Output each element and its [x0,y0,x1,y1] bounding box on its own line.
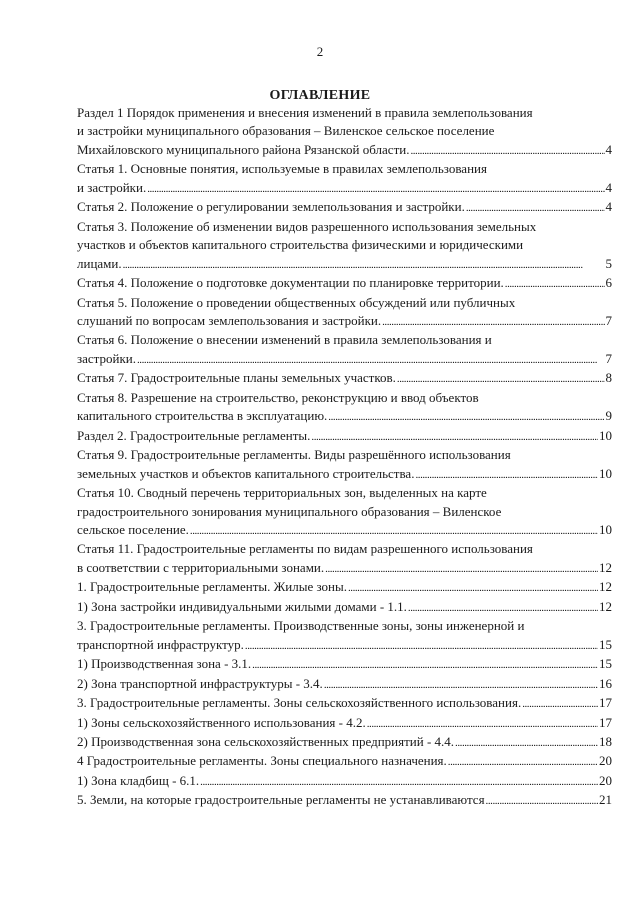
dot-leader [325,559,598,578]
toc-entry[interactable] [77,198,612,217]
toc-entry-line: градостроительного зонирования муниципального образования – Виленское [77,503,502,519]
toc-page-number: 15 [599,656,612,672]
toc-entry-title: 1) Зоны сельскохозяйственного использования - 4.2. [77,714,366,730]
toc-entry-title: 1) Зона застройки индивидуальными жилыми домами - 1.1. [77,598,407,614]
dot-leader [252,655,598,674]
toc-entry-final-line [77,655,612,674]
toc-page-number: 17 [599,714,612,730]
toc-page-number: 12 [599,579,612,595]
toc-page-number: 9 [605,408,612,424]
toc-page-number: 18 [599,733,612,749]
dot-leader [382,312,604,331]
table-of-contents [77,104,612,811]
toc-page-number: 4 [605,141,612,157]
toc-entry-final-line [77,521,612,540]
toc-entry[interactable] [77,389,612,427]
toc-entry[interactable] [77,617,612,655]
dot-leader [410,141,604,160]
toc-entry[interactable] [77,791,612,810]
toc-page-number: 15 [599,636,612,652]
toc-entry-title: 2) Зона транспортной инфраструктуры - 3.4. [77,675,323,691]
dot-leader [466,198,605,217]
dot-leader [147,179,604,198]
toc-entry[interactable] [77,104,612,160]
toc-entry-title: сельское поселение. [77,521,189,537]
toc-entry-final-line [77,636,612,655]
toc-entry-final-line [77,179,612,198]
toc-entry-line: Раздел 1 Порядок применения и внесения изменений в правила землепользования [77,105,533,120]
toc-entry[interactable] [77,540,612,578]
dot-leader [367,714,598,733]
toc-entry-title: Раздел 2. Градостроительные регламенты. [77,427,311,443]
toc-entry-final-line [77,752,612,771]
toc-entry[interactable] [77,733,612,752]
toc-page-number: 20 [599,753,612,769]
toc-entry-final-line [77,274,612,293]
toc-entry[interactable] [77,598,612,617]
toc-entry-line: Статья 6. Положение о внесении изменений в правила землепользования и [77,332,492,348]
toc-page-number: 4 [605,199,612,215]
dot-leader [190,521,598,540]
toc-entry-final-line [77,465,612,484]
toc-entry-line: Статья 11. Градостроительные регламенты по видам разрешенного использования [77,541,533,557]
toc-entry-final-line [77,312,612,331]
toc-entry-title: Михайловского муниципального района Рязанской области. [77,141,410,157]
toc-page-number: 17 [599,695,612,711]
toc-page-number: 4 [605,179,612,195]
toc-page-number: 10 [599,465,612,481]
toc-entry-final-line [77,350,612,369]
toc-entry-line: Статья 5. Положение о проведении общественных обсуждений или публичных [77,294,516,310]
toc-entry[interactable] [77,578,612,597]
toc-entry[interactable] [77,160,612,198]
toc-entry-final-line [77,714,612,733]
toc-page-number: 12 [599,598,612,614]
dot-leader [311,427,598,446]
toc-entry-title: лицами. [77,255,122,271]
dot-leader [324,675,598,694]
toc-page-number: 7 [605,312,612,328]
toc-page-number: 10 [599,521,612,537]
toc-entry-title: Статья 2. Положение о регулировании землепользования и застройки. [77,199,465,215]
dot-leader [328,407,604,426]
toc-entry-final-line [77,578,612,597]
toc-page-number: 8 [605,370,612,386]
toc-entry-final-line [77,407,612,426]
toc-entry[interactable] [77,714,612,733]
toc-entry[interactable] [77,484,612,540]
toc-title: ОГЛАВЛЕНИЕ [269,88,371,103]
toc-entry[interactable] [77,694,612,713]
toc-entry[interactable] [77,331,612,369]
toc-entry-title: 5. Земли, на которые градостроительные регламенты не устанавливаются [77,792,485,808]
toc-entry-line: 3. Градостроительные регламенты. Производственные зоны, зоны инженерной и [77,618,525,634]
toc-entry[interactable] [77,752,612,771]
toc-entry-final-line [77,772,612,791]
toc-entry-line: Статья 1. Основные понятия, используемые в правилах землепользования [77,161,487,177]
toc-entry-title: и застройки. [77,179,147,195]
dot-leader [408,598,598,617]
dot-leader [455,733,598,752]
toc-entry[interactable] [77,427,612,446]
toc-entry[interactable] [77,446,612,484]
dot-leader [415,465,598,484]
dot-leader [348,578,598,597]
toc-entry[interactable] [77,294,612,332]
toc-entry-title: капитального строительства в эксплуатацию. [77,408,328,424]
toc-entry-final-line [77,198,612,217]
toc-entry-title: Статья 7. Градостроительные планы земельных участков. [77,370,396,386]
toc-page-number: 7 [605,350,612,366]
toc-entry-line: Статья 3. Положение об изменении видов разрешенного использования земельных [77,218,537,234]
toc-entry-line: и застройки муниципального образования – Виленское сельское поселение [77,123,495,139]
toc-page-number: 10 [599,427,612,443]
dot-leader [245,636,598,655]
toc-entry-line: участков и объектов капитального строительства физическими и юридическими [77,237,524,253]
toc-entry-final-line [77,427,612,446]
toc-entry[interactable] [77,655,612,674]
toc-page-number: 5 [605,255,612,271]
toc-entry-final-line [77,369,612,388]
toc-entry-final-line [77,598,612,617]
toc-page-number: 20 [599,772,612,788]
toc-entry-title: 1) Зона кладбищ - 6.1. [77,772,200,788]
toc-entry-title: Статья 4. Положение о подготовке документации по планировке территории. [77,275,504,291]
toc-entry-title: земельных участков и объектов капитального строительства. [77,465,415,481]
toc-entry-final-line [77,675,612,694]
toc-entry[interactable] [77,274,612,293]
toc-entry-final-line [77,791,612,810]
page-number: 2 [316,44,324,59]
toc-entry-title: транспортной инфраструктур. [77,636,244,652]
toc-entry[interactable] [77,772,612,791]
toc-entry-final-line [77,255,612,274]
dot-leader [505,274,605,293]
dot-leader [448,752,598,771]
toc-entry-final-line [77,559,612,578]
toc-entry-title: 1) Производственная зона - 3.1. [77,656,252,672]
toc-entry-final-line [77,694,612,713]
toc-entry-line: Статья 10. Сводный перечень территориальных зон, выделенных на карте [77,485,487,501]
toc-entry-line: Статья 8. Разрешение на строительство, реконструкцию и ввод объектов [77,389,479,405]
toc-entry-title: 2) Производственная зона сельскохозяйственных предприятий - 4.4. [77,733,455,749]
toc-page-number: 12 [599,559,612,575]
toc-entry[interactable] [77,218,612,274]
dot-leader [137,350,605,369]
toc-entry-title: застройки. [77,350,136,366]
dot-leader [123,255,605,274]
dot-leader [486,791,598,810]
toc-entry[interactable] [77,675,612,694]
dot-leader [200,772,598,791]
dot-leader [522,694,598,713]
toc-entry-title: 1. Градостроительные регламенты. Жилые зоны. [77,579,347,595]
toc-entry-title: 3. Градостроительные регламенты. Зоны сельскохозяйственного использования. [77,695,522,711]
toc-entry-title: в соответствии с территориальными зонами. [77,559,325,575]
toc-entry-final-line [77,733,612,752]
toc-entry-line: Статья 9. Градостроительные регламенты. Виды разрешённого использования [77,447,511,463]
toc-entry-title: слушаний по вопросам землепользования и застройки. [77,312,382,328]
toc-entry[interactable] [77,369,612,388]
toc-entry-final-line [77,141,612,160]
toc-page-number: 16 [599,675,612,691]
toc-entry-title: 4 Градостроительные регламенты. Зоны специального назначения. [77,753,447,769]
toc-page-number: 21 [599,792,612,808]
toc-page-number: 6 [605,275,612,291]
dot-leader [397,369,605,388]
